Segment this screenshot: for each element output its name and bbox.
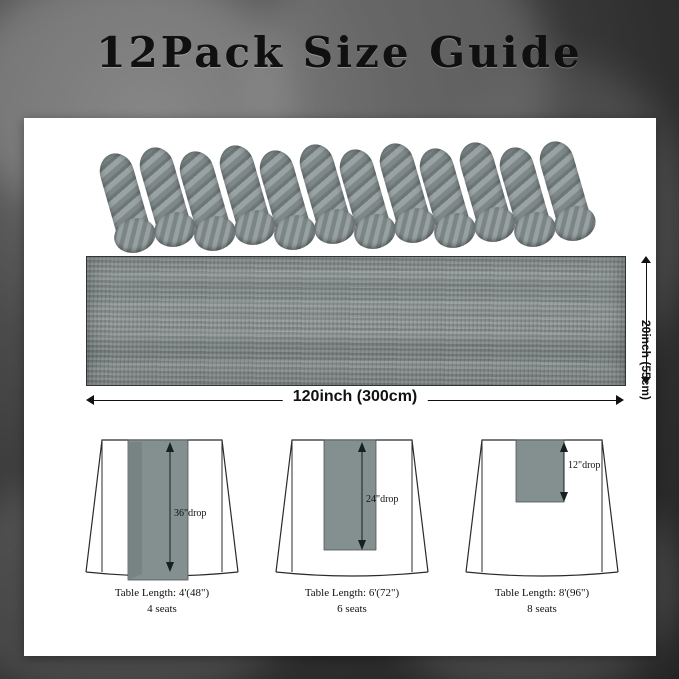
page-title: 12Pack Size Guide (96, 28, 583, 77)
runner-width-dimension (86, 388, 624, 418)
table-length-8ft: Table Length: 8'(96") (494, 587, 590, 599)
scrunchie-row (102, 136, 582, 254)
table-outline-4ft (72, 422, 252, 582)
table-outline-6ft (262, 422, 442, 582)
table-outline-8ft (452, 422, 632, 582)
table-caption-6ft (262, 586, 442, 618)
table-runner-fabric-swatch (86, 256, 626, 386)
table-diagram-8ft (452, 422, 632, 642)
table-seats-8ft: 8 seats (527, 602, 557, 615)
table-length-4ft: Table Length: 4'(48") (114, 587, 210, 599)
table-length-6ft: Table Length: 6'(72") (304, 587, 400, 599)
table-diagram-group (72, 422, 632, 642)
arrow-left-icon (86, 395, 94, 405)
drop-label-8ft: 12"drop (568, 460, 601, 471)
table-seats-4ft: 4 seats (147, 602, 177, 615)
drop-label-6ft: 24"drop (366, 494, 399, 505)
table-caption-8ft (452, 586, 632, 618)
size-guide-card (24, 118, 656, 656)
table-seats-6ft: 6 seats (337, 602, 367, 615)
table-diagram-6ft (262, 422, 442, 642)
table-caption-4ft (72, 586, 252, 618)
runner-height-dimension (632, 256, 672, 401)
drop-label-4ft: 36"drop (174, 508, 207, 519)
runner-width-label: 120inch (300cm) (283, 388, 428, 406)
runner-height-label: 20inch (55cm) (639, 320, 653, 401)
table-diagram-4ft (72, 422, 252, 642)
arrow-right-icon (616, 395, 624, 405)
